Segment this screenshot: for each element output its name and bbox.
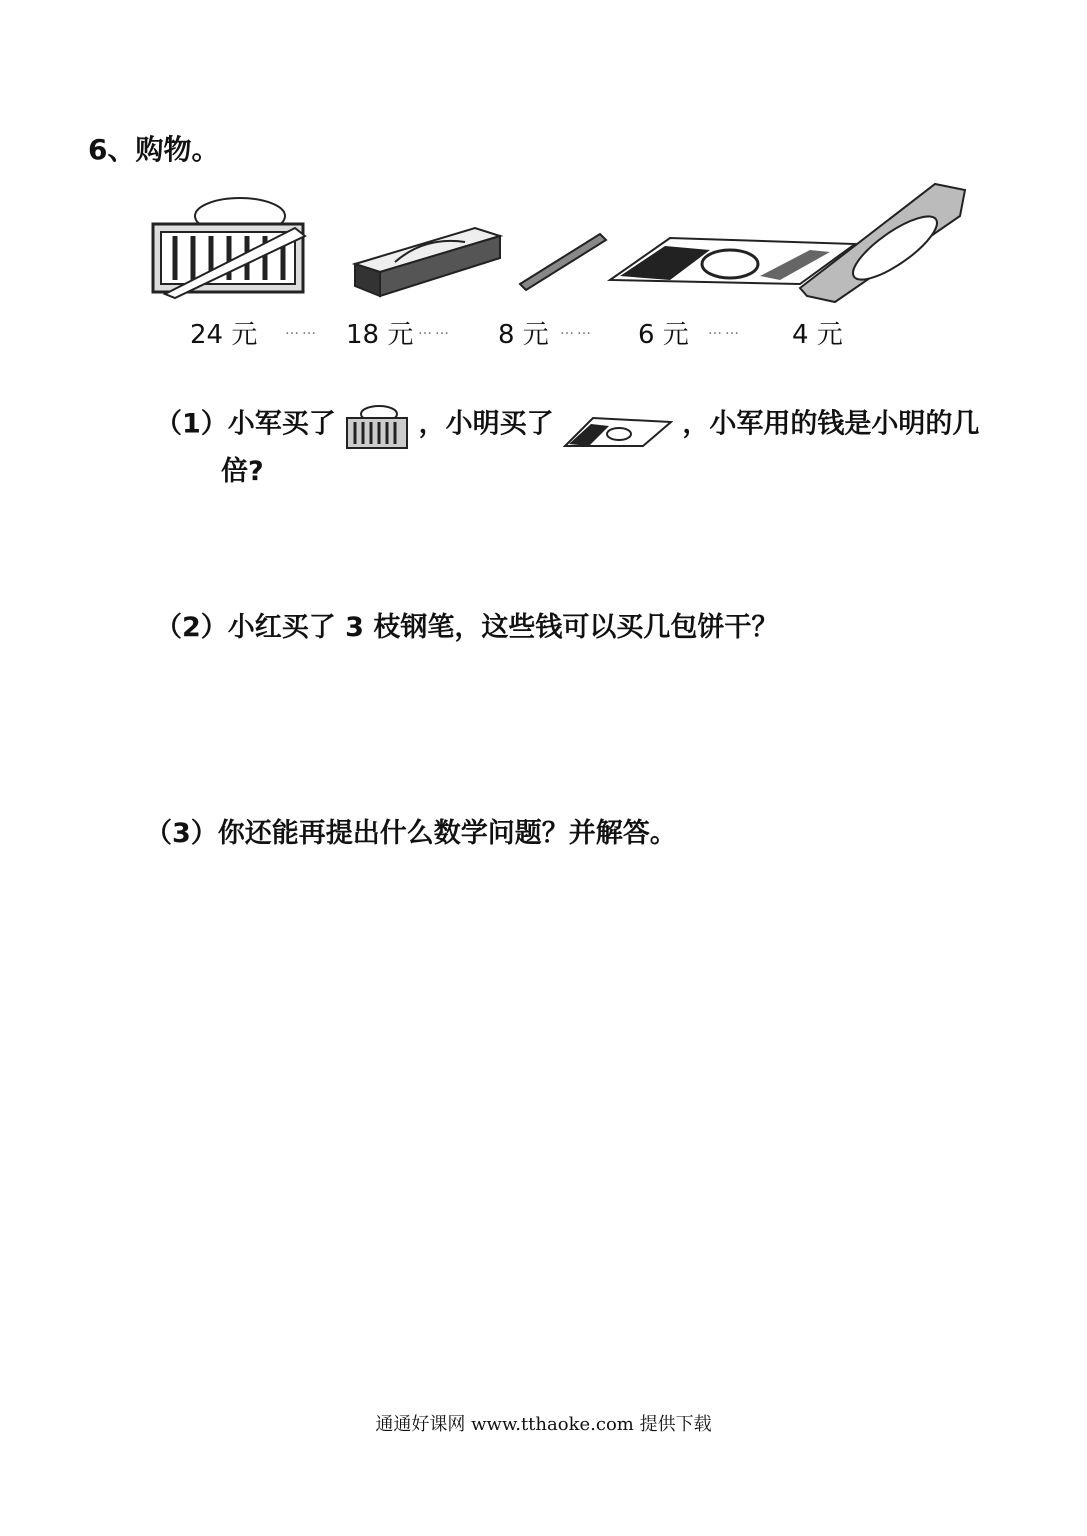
dot-leader: …… [560,322,594,338]
question-1-text-a: （1）小军买了 [155,408,336,440]
dot-leader: …… [285,322,319,338]
price-biscuit: 4 元 [792,320,843,350]
question-1 [155,400,1015,494]
abacus-icon [345,400,409,450]
price-ruler-set: 6 元 [638,320,689,350]
question-3: （3）你还能再提出什么数学问题？并解答。 [145,818,677,849]
price-pencil-box: 18 元 [346,320,414,350]
pen-icon [520,234,606,290]
pencil-box-icon [355,228,500,296]
question-2: （2）小红买了 3 枝钢笔，这些钱可以买几包饼干？ [155,612,779,643]
ruler-set-icon [563,400,673,450]
abacus-icon [153,198,305,298]
footer-credit: 通通好课网 www.tthaoke.com 提供下载 [375,1414,712,1435]
question-1-text-d: 倍? [221,456,264,487]
question-1-text-b: ，小明买了 [418,408,554,440]
dot-leader: …… [418,322,452,338]
question-1-text-c: ，小军用的钱是小明的几 [682,408,980,440]
price-pen: 8 元 [498,320,549,350]
price-abacus: 24 元 [190,320,258,350]
dot-leader: …… [708,322,742,338]
items-illustration [145,176,975,306]
page-title: 6、购物。 [88,133,220,166]
